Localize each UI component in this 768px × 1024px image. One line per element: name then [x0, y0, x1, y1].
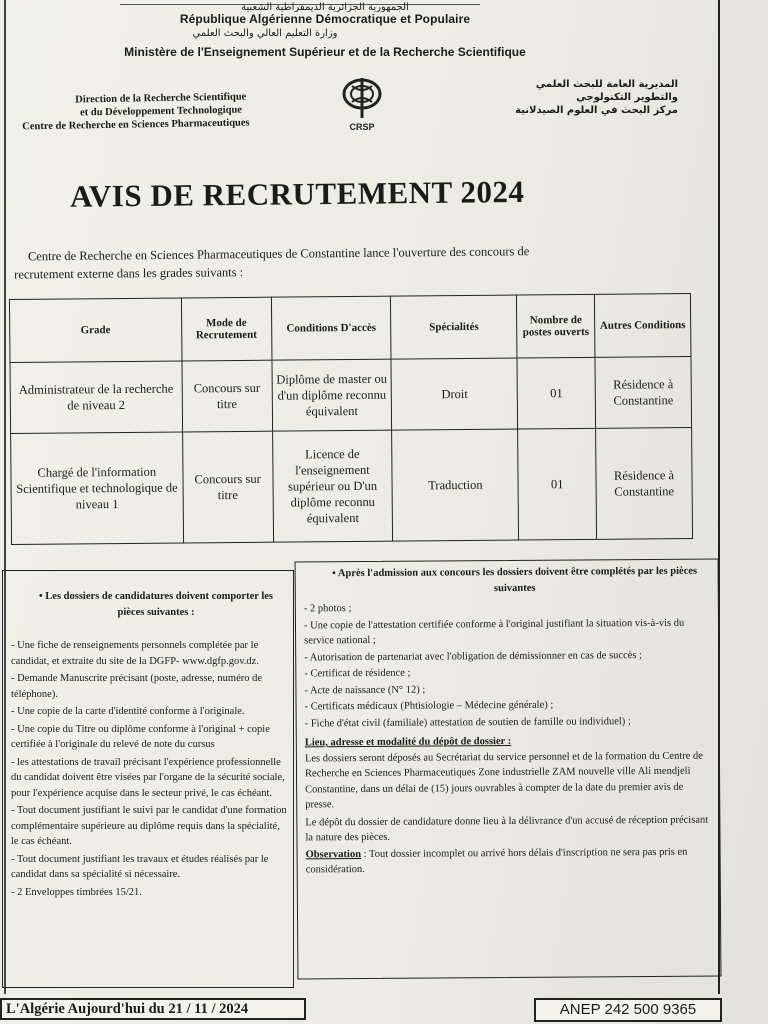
cell-specialite: Traduction [392, 429, 519, 541]
receipt-text: Le dépôt du dossier de candidature donne lieu à la délivrance d'un accusé de réception précisant la nature des pièces. [305, 814, 709, 844]
right-column-heading: • Après l'admission aux concours les dossiers doivent être complétés par les pièces suivantes [332, 565, 698, 594]
list-item: - Une copie du Titre ou diplôme conforme à l'original + copie certifiée à l'originale du relevé de note du cursus [11, 722, 287, 753]
col-header-mode: Mode de Recrutement [181, 297, 271, 361]
intro-line-1: Centre de Recherche en Sciences Pharmaceutiques de Constantine lance l'ouverture des concours de [27, 244, 530, 264]
crsp-logo-icon [338, 72, 386, 134]
right-arabic-line-2: والتطوير التكنولوجي [576, 92, 678, 103]
positions-table [9, 293, 693, 545]
list-item: - Fiche d'état civil (familiale) attestation de soutien de famille ou individuel) ; [305, 713, 713, 731]
deposit-text: Les dossiers seront déposés au Secrétariat du service personnel et de la formation du Centre de Recherche en Sciences Pharmaceutiques Zone industrielle ZAM nouvelle ville Ali mendjeli Constantine, dans un délai de (15) jours ouvrables à compter de la date du premier avis de presse. [304, 750, 703, 811]
cell-specialite: Droit [391, 358, 517, 430]
required-documents-column [2, 570, 294, 988]
observation [306, 844, 714, 878]
left-column-heading: • Les dossiers de candidatures doivent comporter les pièces suivantes : [38, 591, 273, 618]
list-item: - Une copie de la carte d'identité conforme à l'originale. [11, 704, 287, 720]
observation-label: Observation [305, 848, 362, 860]
anep-reference: ANEP 242 500 9365 [534, 998, 722, 1022]
intro-text [14, 240, 690, 283]
list-item: - les attestations de travail précisant l'expérience professionnelle du candidat doivent être visées par l'organe de la sécurité sociale, pour l'expérience acquise dans le secteur privé, le cas échéant. [11, 755, 287, 802]
direction-line-1: Direction de la Recherche Scientifique [75, 91, 247, 106]
cell-grade: Chargé de l'information Scientifique et technologique de niveau 1 [11, 432, 184, 544]
cell-grade: Administrateur de la recherche de niveau 2 [10, 361, 182, 433]
list-item: - Tout document justifiant le suivi par le candidat d'une formation complémentaire supérieure au diplôme requis dans la spécialité, le cas échéant. [11, 803, 287, 850]
cell-nombre: 01 [517, 357, 595, 429]
observation-text: : Tout dossier incomplet ou arrivé hors délais d'inscription ne sera pas pris en considération. [305, 846, 688, 876]
newspaper-source: L'Algérie Aujourd'hui du 21 / 11 / 2024 [0, 998, 306, 1020]
cell-mode: Concours sur titre [182, 431, 273, 543]
cell-autres: Résidence à Constantine [596, 428, 693, 540]
list-item: - 2 Enveloppes timbrées 15/21. [11, 885, 287, 901]
deposit-subheading: Lieu, adresse et modalité du dépôt de dossier : [304, 735, 512, 749]
list-item: - 2 photos ; [304, 599, 712, 617]
right-arabic-line-1: المديرية العامة للبحث العلمي [535, 79, 678, 90]
list-item: - Une fiche de renseignements personnels complétée par le candidat, et extraite du site de la DGFP- www.dgfp.gov.dz. [11, 638, 287, 669]
list-item: - Certificat de résidence ; [304, 664, 712, 682]
table-row [11, 428, 693, 545]
republic-name: République Algérienne Démocratique et Populaire [179, 12, 471, 26]
official-header [90, 2, 560, 59]
direction-block [22, 90, 297, 134]
page-title: AVIS DE RECRUTEMENT 2024 [69, 173, 525, 214]
col-header-autres: Autres Conditions [594, 294, 690, 358]
centre-name: Centre de Recherche en Sciences Pharmaceutiques [22, 117, 250, 133]
list-item: - Autorisation de partenariat avec l'obligation de démissionner en cas de succès ; [304, 647, 712, 665]
col-header-specialites: Spécialités [391, 295, 517, 359]
list-item: - Acte de naissance (N° 12) ; [304, 680, 712, 698]
logo-text: CRSP [349, 122, 375, 132]
cell-conditions: Licence de l'enseignement supérieur ou D'un diplôme reconnu équivalent [272, 430, 393, 542]
table-header-row [9, 294, 691, 363]
col-header-grade: Grade [9, 298, 181, 362]
col-header-nombre: Nombre de postes ouverts [517, 294, 595, 358]
table-row [10, 357, 692, 434]
col-header-conditions: Conditions D'accès [271, 296, 391, 360]
cell-autres: Résidence à Constantine [595, 357, 692, 429]
intro-line-2: recrutement externe dans les grades suivants : [14, 265, 244, 282]
cell-conditions: Diplôme de master ou d'un diplôme reconnu équivalent [272, 359, 392, 431]
right-arabic-line-3: مركز البحث في العلوم الصيدلانية [515, 105, 678, 116]
direction-line-2: et du Développement Technologique [79, 104, 243, 119]
list-item: - Demande Manuscrite précisant (poste, adresse, numéro de téléphone). [11, 671, 287, 702]
list-item: - Certificats médicaux (Phtisiologie – Médecine générale) ; [305, 697, 713, 715]
arabic-direction-block [478, 78, 678, 117]
ministry-arabic: وزارة التعليم العالي والبحث العلمي [192, 28, 338, 39]
cell-nombre: 01 [518, 428, 597, 540]
top-arabic: الجمهورية الجزائرية الديمقراطية الشعبية [241, 2, 409, 12]
cell-mode: Concours sur titre [182, 360, 273, 432]
post-admission-column [295, 559, 722, 980]
list-item: - Tout document justifiant les travaux et études réalisés par le candidat dans sa spécialité si nécessaire. [11, 852, 287, 883]
list-item: - Une copie de l'attestation certifiée conforme à l'original justifiant la situation vis-à-vis du service national ; [304, 615, 712, 649]
ministry-name: Ministère de l'Enseignement Supérieur et de la Recherche Scientifique [124, 45, 526, 59]
